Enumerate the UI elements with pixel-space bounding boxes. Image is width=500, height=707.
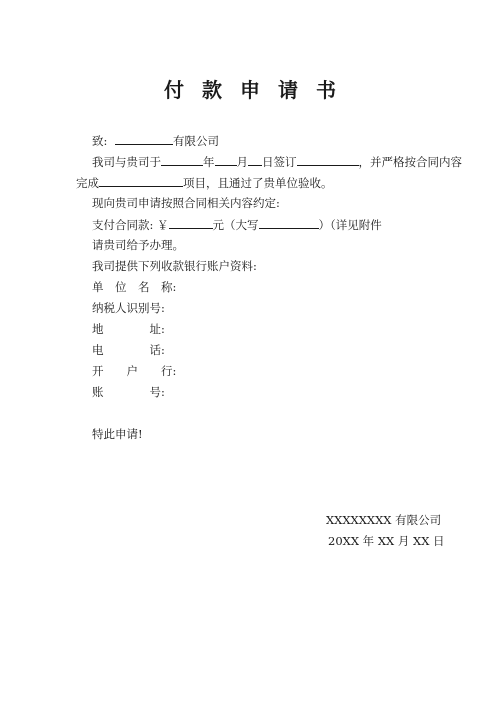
- para4: 我司提供下列收款银行账户资料:: [92, 259, 257, 273]
- recipient-suffix: 有限公司: [173, 134, 220, 148]
- para1-text-e: ，并严格按合同内容: [358, 155, 462, 169]
- para1-text-b: 年: [203, 155, 215, 169]
- recipient-line: [92, 132, 219, 149]
- recipient-prefix: 致:: [92, 134, 108, 148]
- para1-line2: [76, 174, 333, 191]
- title-char: 申: [240, 78, 260, 102]
- field-address: 地 址:: [92, 322, 165, 336]
- amount-words-blank: [259, 216, 319, 229]
- payment-text-c: ）（详见附件: [318, 218, 382, 232]
- closing-text: 特此申请!: [92, 427, 143, 441]
- para3: 请贵司给予办理。: [92, 238, 184, 252]
- field-account: 账 号:: [92, 385, 165, 399]
- payment-text-b: 元（大写: [212, 218, 259, 232]
- para2: 现向贵司申请按照合同相关内容约定:: [92, 196, 280, 210]
- signature-date: 20XX 年 XX 月 XX 日: [328, 534, 445, 548]
- project-blank: [99, 174, 183, 187]
- month-blank: [215, 153, 237, 166]
- title-char: 书: [316, 78, 336, 102]
- title-char: 请: [278, 78, 298, 102]
- year-blank: [161, 153, 203, 166]
- payment-text-a: 支付合同款: ￥: [92, 218, 169, 232]
- document-title: [0, 74, 500, 103]
- title-char: 付: [164, 78, 184, 102]
- para1-text-f: 完成: [76, 176, 99, 190]
- para1-text-g: 项目，且通过了贵单位验收。: [183, 176, 333, 190]
- field-phone: 电 话:: [92, 343, 165, 357]
- title-char: 款: [202, 78, 222, 102]
- para1-text-a: 我司与贵司于: [92, 155, 161, 169]
- field-bank: 开 户 行:: [92, 364, 177, 378]
- field-company-name: 单 位 名 称:: [92, 280, 177, 294]
- day-blank: [248, 153, 262, 166]
- contract-blank: [297, 153, 359, 166]
- para1-text-d: 日签订: [262, 155, 297, 169]
- amount-blank: [169, 216, 213, 229]
- field-tax-id: 纳税人识别号:: [92, 301, 165, 315]
- para1-text-c: 月: [236, 155, 248, 169]
- recipient-blank: [115, 132, 173, 145]
- signature-company: XXXXXXXX 有限公司: [326, 513, 442, 527]
- para1-line1: [92, 153, 462, 170]
- payment-line: [92, 216, 382, 233]
